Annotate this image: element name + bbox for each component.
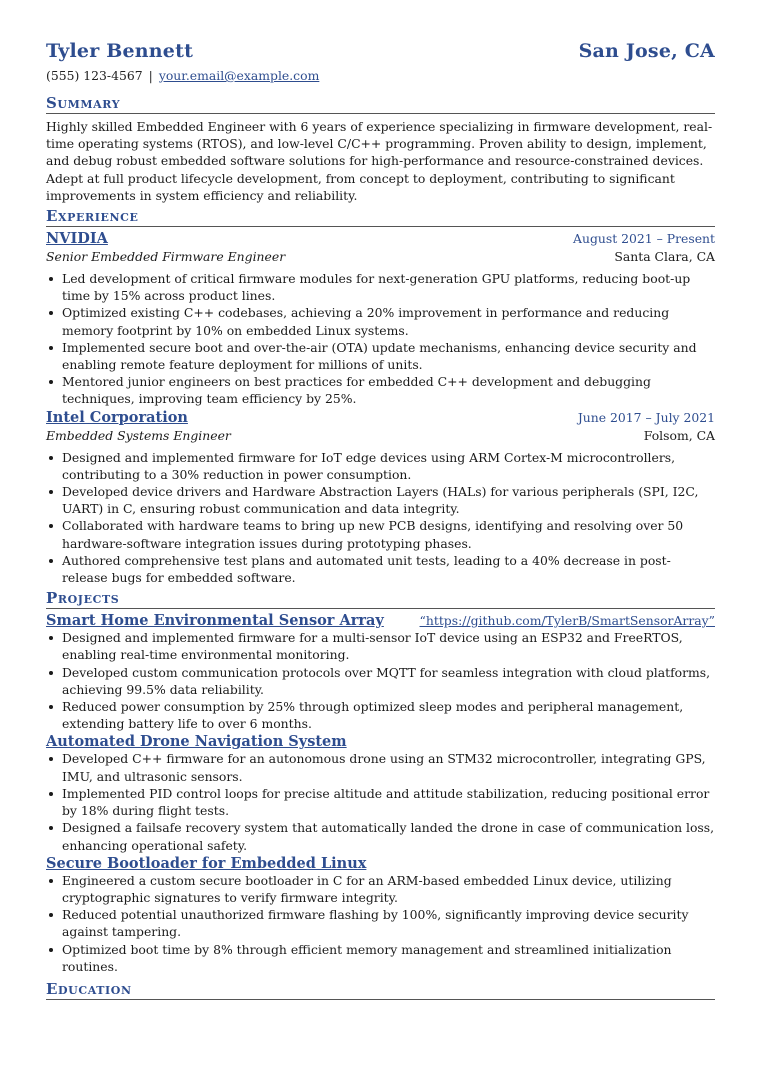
project-entry xyxy=(46,612,715,732)
project-title[interactable]: Automated Drone Navigation System xyxy=(46,733,347,751)
job-location: Folsom, CA xyxy=(643,427,715,443)
bullet-item: Reduced potential unauthorized firmware flashing by 100%, significantly improving device security against tampering. xyxy=(46,906,715,940)
bullet-item: Authored comprehensive test plans and automated unit tests, leading to a 40% decrease in post-release bugs for embedded software. xyxy=(46,552,715,586)
bullet-item: Implemented PID control loops for precise altitude and attitude stabilization, reducing positional error by 18% during flight tests. xyxy=(46,785,715,819)
bullet-item: Designed and implemented firmware for IoT edge devices using ARM Cortex-M microcontrollers, contributing to a 30% reduction in power consumption. xyxy=(46,449,715,483)
bullet-item: Engineered a custom secure bootloader in C for an ARM-based embedded Linux device, utilizing cryptographic signatures to verify firmware integrity. xyxy=(46,872,715,906)
job-bullets xyxy=(46,270,715,408)
job-dates: June 2017 – July 2021 xyxy=(577,409,715,425)
phone-number: (555) 123-4567 xyxy=(46,68,143,83)
bullet-item: Developed custom communication protocols over MQTT for seamless integration with cloud platforms, achieving 99.5% data reliability. xyxy=(46,664,715,698)
project-entry xyxy=(46,733,715,853)
summary-text: Highly skilled Embedded Engineer with 6 years of experience specializing in firmware development, real-time operating systems (RTOS), and low-level C/C++ programming. Proven ability to design, implement, and debug robust embedded software solutions for high-performance and resource-constrained devices. Adept at full product lifecycle development, from concept to deployment, contributing to significant improvements in system efficiency and reliability. xyxy=(46,119,713,203)
bullet-item: Designed a failsafe recovery system that automatically landed the drone in case of communication loss, enhancing operational safety. xyxy=(46,819,715,853)
resume-header xyxy=(46,40,715,62)
bullet-item: Developed C++ firmware for an autonomous drone using an STM32 microcontroller, integrating GPS, IMU, and ultrasonic sensors. xyxy=(46,750,715,784)
project-bullets xyxy=(46,629,715,732)
section-title-summary: Summary xyxy=(46,95,715,114)
project-title[interactable]: Secure Bootloader for Embedded Linux xyxy=(46,854,367,872)
job-entry xyxy=(46,409,715,587)
resume-page xyxy=(46,40,715,1000)
project-link[interactable]: “https://github.com/TylerB/SmartSensorArray” xyxy=(419,613,715,629)
summary-section xyxy=(46,95,715,204)
bullet-item: Mentored junior engineers on best practices for embedded C++ development and debugging techniques, improving team efficiency by 25%. xyxy=(46,373,715,407)
section-title-education: Education xyxy=(46,981,715,1000)
experience-section xyxy=(46,208,715,586)
job-bullets xyxy=(46,449,715,587)
bullet-item: Implemented secure boot and over-the-air (OTA) update mechanisms, enhancing device security and enabling remote feature deployment for millions of units. xyxy=(46,339,715,373)
projects-section xyxy=(46,590,715,975)
bullet-item: Optimized existing C++ codebases, achieving a 20% improvement in performance and reducing memory footprint by 10% on embedded Linux systems. xyxy=(46,304,715,338)
bullet-item: Developed device drivers and Hardware Abstraction Layers (HALs) for various peripherals (SPI, I2C, UART) in C, ensuring robust communication and data integrity. xyxy=(46,483,715,517)
project-bullets xyxy=(46,872,715,975)
contact-separator: | xyxy=(148,68,153,83)
project-bullets xyxy=(46,750,715,853)
company-name[interactable]: NVIDIA xyxy=(46,230,108,248)
job-role: Embedded Systems Engineer xyxy=(46,427,231,443)
company-name[interactable]: Intel Corporation xyxy=(46,408,188,426)
candidate-location: San Jose, CA xyxy=(578,40,715,62)
bullet-item: Designed and implemented firmware for a multi-sensor IoT device using an ESP32 and FreeRTOS, enabling real-time environmental monitoring. xyxy=(46,629,715,663)
job-location: Santa Clara, CA xyxy=(614,249,715,265)
job-entry xyxy=(46,230,715,408)
contact-line xyxy=(46,68,715,83)
bullet-item: Reduced power consumption by 25% through optimized sleep modes and peripheral management, extending battery life to over 6 months. xyxy=(46,698,715,732)
education-section xyxy=(46,981,715,1000)
bullet-item: Collaborated with hardware teams to bring up new PCB designs, identifying and resolving over 50 hardware-software integration issues during prototyping phases. xyxy=(46,517,715,551)
project-entry xyxy=(46,855,715,975)
section-title-projects: Projects xyxy=(46,590,715,609)
candidate-name: Tyler Bennett xyxy=(46,40,194,62)
job-dates: August 2021 – Present xyxy=(573,231,715,247)
bullet-item: Led development of critical firmware modules for next-generation GPU platforms, reducing boot-up time by 15% across product lines. xyxy=(46,270,715,304)
email-link[interactable]: your.email@example.com xyxy=(158,68,320,83)
bullet-item: Optimized boot time by 8% through efficient memory management and streamlined initialization routines. xyxy=(46,941,715,975)
job-role: Senior Embedded Firmware Engineer xyxy=(46,249,286,265)
section-title-experience: Experience xyxy=(46,208,715,227)
project-title[interactable]: Smart Home Environmental Sensor Array xyxy=(46,612,384,630)
